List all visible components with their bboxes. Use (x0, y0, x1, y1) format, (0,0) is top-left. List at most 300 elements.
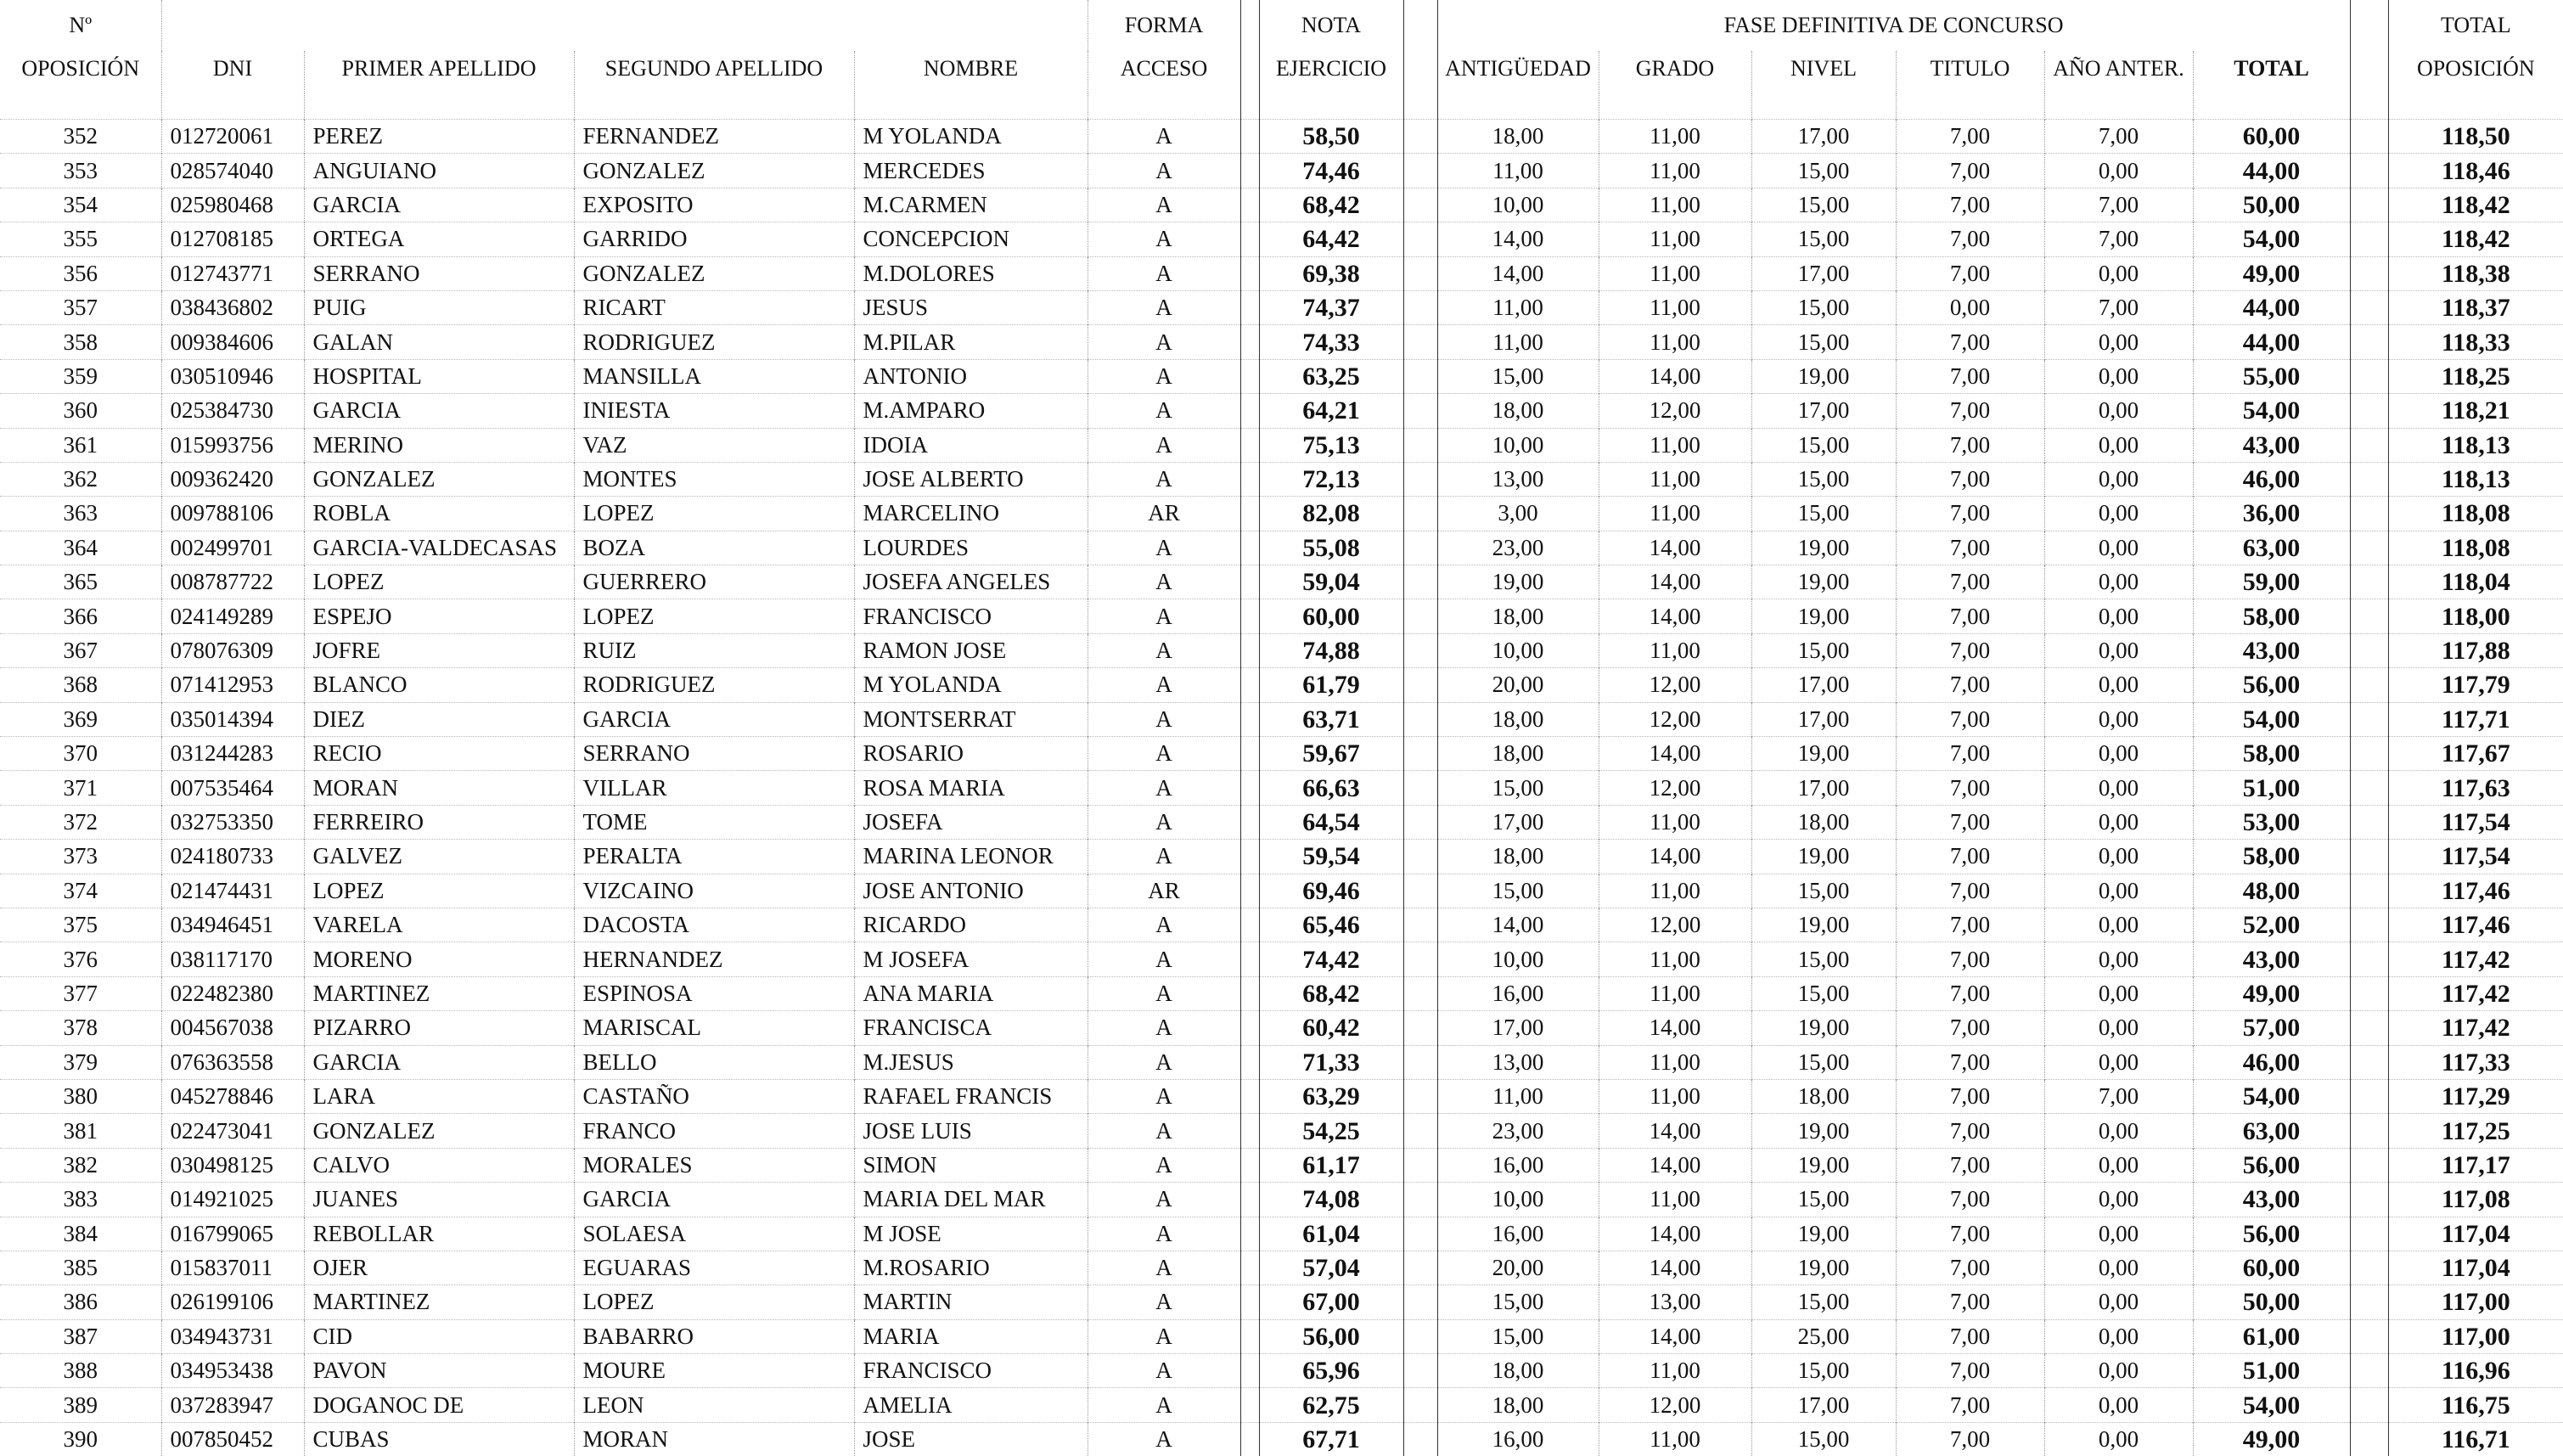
cell-nivel: 15,00 (1751, 1422, 1896, 1456)
cell-segundo-apellido: RUIZ (574, 633, 854, 667)
cell-dni: 007850452 (161, 1422, 304, 1456)
cell-forma-acceso: A (1088, 1388, 1240, 1422)
cell-nombre: MONTSERRAT (854, 702, 1088, 736)
cell-grado: 11,00 (1599, 1183, 1751, 1217)
cell-total-concurso: 44,00 (2193, 325, 2350, 359)
cell-ano-anter: 0,00 (2044, 1148, 2193, 1182)
cell-antiguedad: 23,00 (1437, 531, 1599, 565)
cell-dni: 045278846 (161, 1079, 304, 1113)
cell-titulo: 7,00 (1896, 1011, 2044, 1045)
cell-dni: 008787722 (161, 565, 304, 599)
cell-titulo: 0,00 (1896, 290, 2044, 324)
cell-nota-ejercicio: 65,96 (1259, 1354, 1403, 1388)
cell-nota-ejercicio: 64,21 (1259, 394, 1403, 428)
cell-total-oposicion: 117,79 (2388, 668, 2563, 702)
cell-primer-apellido: PEREZ (304, 120, 574, 154)
cell-titulo: 7,00 (1896, 1217, 2044, 1251)
cell-titulo: 7,00 (1896, 599, 2044, 633)
cell-primer-apellido: GALAN (304, 325, 574, 359)
cell-forma-acceso: A (1088, 942, 1240, 976)
cell-segundo-apellido: VIZCAINO (574, 874, 854, 908)
cell-nombre: JOSEFA ANGELES (854, 565, 1088, 599)
cell-total-concurso: 50,00 (2193, 188, 2350, 222)
cell-total-concurso: 58,00 (2193, 599, 2350, 633)
cell-nivel: 15,00 (1751, 428, 1896, 462)
cell-grado: 11,00 (1599, 942, 1751, 976)
cell-dni: 009788106 (161, 497, 304, 531)
cell-nombre: M.ROSARIO (854, 1251, 1088, 1285)
cell-forma-acceso: A (1088, 633, 1240, 667)
cell-nota-ejercicio: 61,04 (1259, 1217, 1403, 1251)
cell-num: 385 (0, 1251, 161, 1285)
cell-total-concurso: 54,00 (2193, 1388, 2350, 1422)
cell-nota-ejercicio: 69,38 (1259, 256, 1403, 290)
cell-segundo-apellido: MORALES (574, 1148, 854, 1182)
cell-total-oposicion: 118,21 (2388, 394, 2563, 428)
cell-nivel: 19,00 (1751, 531, 1896, 565)
cell-num: 376 (0, 942, 161, 976)
cell-total-concurso: 48,00 (2193, 874, 2350, 908)
cell-total-concurso: 58,00 (2193, 737, 2350, 771)
cell-forma-acceso: A (1088, 599, 1240, 633)
cell-nota-ejercicio: 62,75 (1259, 1388, 1403, 1422)
cell-nota-ejercicio: 74,88 (1259, 633, 1403, 667)
cell-ano-anter: 0,00 (2044, 565, 2193, 599)
cell-primer-apellido: MORAN (304, 771, 574, 805)
cell-ano-anter: 0,00 (2044, 1422, 2193, 1456)
cell-primer-apellido: GARCIA (304, 394, 574, 428)
cell-total-oposicion: 118,46 (2388, 154, 2563, 188)
cell-total-concurso: 50,00 (2193, 1285, 2350, 1319)
cell-nota-ejercicio: 59,54 (1259, 840, 1403, 874)
cell-nivel: 15,00 (1751, 1183, 1896, 1217)
cell-segundo-apellido: INIESTA (574, 394, 854, 428)
cell-num: 382 (0, 1148, 161, 1182)
cell-forma-acceso: A (1088, 1183, 1240, 1217)
cell-grado: 14,00 (1599, 840, 1751, 874)
cell-forma-acceso: A (1088, 1285, 1240, 1319)
cell-titulo: 7,00 (1896, 668, 2044, 702)
cell-titulo: 7,00 (1896, 359, 2044, 393)
cell-titulo: 7,00 (1896, 120, 2044, 154)
cell-num: 379 (0, 1045, 161, 1079)
cell-grado: 12,00 (1599, 394, 1751, 428)
cell-segundo-apellido: GARCIA (574, 702, 854, 736)
cell-segundo-apellido: VILLAR (574, 771, 854, 805)
table-row (0, 1148, 2563, 1182)
cell-primer-apellido: LARA (304, 1079, 574, 1113)
cell-grado: 12,00 (1599, 702, 1751, 736)
cell-ano-anter: 0,00 (2044, 737, 2193, 771)
cell-num: 365 (0, 565, 161, 599)
cell-titulo: 7,00 (1896, 702, 2044, 736)
cell-num: 375 (0, 908, 161, 942)
cell-total-oposicion: 117,17 (2388, 1148, 2563, 1182)
cell-titulo: 7,00 (1896, 1148, 2044, 1182)
cell-antiguedad: 15,00 (1437, 874, 1599, 908)
cell-nivel: 18,00 (1751, 1079, 1896, 1113)
cell-nombre: JESUS (854, 290, 1088, 324)
cell-segundo-apellido: FERNANDEZ (574, 120, 854, 154)
cell-num: 360 (0, 394, 161, 428)
cell-titulo: 7,00 (1896, 154, 2044, 188)
cell-forma-acceso: AR (1088, 874, 1240, 908)
cell-primer-apellido: CUBAS (304, 1422, 574, 1456)
cell-ano-anter: 0,00 (2044, 805, 2193, 839)
cell-grado: 12,00 (1599, 1388, 1751, 1422)
cell-primer-apellido: LOPEZ (304, 565, 574, 599)
cell-primer-apellido: BLANCO (304, 668, 574, 702)
cell-antiguedad: 11,00 (1437, 1079, 1599, 1113)
cell-segundo-apellido: MARISCAL (574, 1011, 854, 1045)
cell-forma-acceso: A (1088, 256, 1240, 290)
cell-dni: 035014394 (161, 702, 304, 736)
cell-grado: 11,00 (1599, 497, 1751, 531)
cell-primer-apellido: JOFRE (304, 633, 574, 667)
cell-nota-ejercicio: 59,04 (1259, 565, 1403, 599)
cell-ano-anter: 0,00 (2044, 1354, 2193, 1388)
cell-nombre: FRANCISCO (854, 599, 1088, 633)
cell-total-oposicion: 118,08 (2388, 531, 2563, 565)
table-row (0, 256, 2563, 290)
cell-antiguedad: 15,00 (1437, 1319, 1599, 1353)
cell-nota-ejercicio: 74,37 (1259, 290, 1403, 324)
cell-total-oposicion: 117,42 (2388, 942, 2563, 976)
cell-segundo-apellido: HERNANDEZ (574, 942, 854, 976)
table-row (0, 325, 2563, 359)
cell-segundo-apellido: FRANCO (574, 1114, 854, 1148)
cell-ano-anter: 0,00 (2044, 840, 2193, 874)
cell-nota-ejercicio: 56,00 (1259, 1319, 1403, 1353)
cell-ano-anter: 0,00 (2044, 1114, 2193, 1148)
cell-dni: 025384730 (161, 394, 304, 428)
cell-total-concurso: 43,00 (2193, 633, 2350, 667)
cell-nombre: RAFAEL FRANCIS (854, 1079, 1088, 1113)
cell-num: 387 (0, 1319, 161, 1353)
cell-antiguedad: 17,00 (1437, 805, 1599, 839)
cell-forma-acceso: A (1088, 1354, 1240, 1388)
header-fase: FASE DEFINITIVA DE CONCURSO (1437, 0, 2350, 51)
cell-total-oposicion: 118,25 (2388, 359, 2563, 393)
cell-nombre: FRANCISCA (854, 1011, 1088, 1045)
cell-nota-ejercicio: 64,42 (1259, 222, 1403, 256)
cell-antiguedad: 20,00 (1437, 668, 1599, 702)
cell-total-concurso: 63,00 (2193, 1114, 2350, 1148)
cell-total-concurso: 51,00 (2193, 771, 2350, 805)
cell-ano-anter: 7,00 (2044, 1079, 2193, 1113)
cell-forma-acceso: A (1088, 1319, 1240, 1353)
cell-primer-apellido: PIZARRO (304, 1011, 574, 1045)
cell-total-oposicion: 116,96 (2388, 1354, 2563, 1388)
cell-total-concurso: 43,00 (2193, 942, 2350, 976)
cell-primer-apellido: CALVO (304, 1148, 574, 1182)
table-row (0, 1422, 2563, 1456)
cell-titulo: 7,00 (1896, 1388, 2044, 1422)
header-forma-bottom: ACCESO (1088, 51, 1240, 93)
cell-total-concurso: 49,00 (2193, 1422, 2350, 1456)
cell-primer-apellido: MARTINEZ (304, 976, 574, 1010)
table-row (0, 1354, 2563, 1388)
cell-nota-ejercicio: 82,08 (1259, 497, 1403, 531)
cell-nombre: MERCEDES (854, 154, 1088, 188)
cell-nivel: 19,00 (1751, 737, 1896, 771)
cell-total-concurso: 60,00 (2193, 1251, 2350, 1285)
cell-forma-acceso: A (1088, 771, 1240, 805)
header-num-bottom: OPOSICIÓN (0, 51, 161, 93)
cell-num: 390 (0, 1422, 161, 1456)
cell-num: 357 (0, 290, 161, 324)
cell-total-concurso: 60,00 (2193, 120, 2350, 154)
cell-total-oposicion: 117,46 (2388, 908, 2563, 942)
cell-grado: 11,00 (1599, 188, 1751, 222)
cell-segundo-apellido: SERRANO (574, 737, 854, 771)
cell-primer-apellido: FERREIRO (304, 805, 574, 839)
cell-forma-acceso: A (1088, 462, 1240, 496)
table-row (0, 222, 2563, 256)
cell-num: 362 (0, 462, 161, 496)
cell-grado: 14,00 (1599, 1114, 1751, 1148)
cell-segundo-apellido: BOZA (574, 531, 854, 565)
cell-antiguedad: 18,00 (1437, 1388, 1599, 1422)
cell-forma-acceso: A (1088, 737, 1240, 771)
table-row (0, 531, 2563, 565)
cell-ano-anter: 0,00 (2044, 154, 2193, 188)
cell-nota-ejercicio: 55,08 (1259, 531, 1403, 565)
cell-nivel: 17,00 (1751, 256, 1896, 290)
cell-total-concurso: 46,00 (2193, 462, 2350, 496)
cell-titulo: 7,00 (1896, 222, 2044, 256)
header-nivel: NIVEL (1751, 51, 1896, 93)
cell-forma-acceso: A (1088, 1148, 1240, 1182)
cell-ano-anter: 0,00 (2044, 462, 2193, 496)
cell-grado: 14,00 (1599, 565, 1751, 599)
table-row (0, 771, 2563, 805)
cell-total-concurso: 44,00 (2193, 154, 2350, 188)
cell-segundo-apellido: CASTAÑO (574, 1079, 854, 1113)
cell-nivel: 15,00 (1751, 942, 1896, 976)
cell-titulo: 7,00 (1896, 1079, 2044, 1113)
cell-total-oposicion: 118,08 (2388, 497, 2563, 531)
cell-nivel: 19,00 (1751, 565, 1896, 599)
cell-nivel: 15,00 (1751, 976, 1896, 1010)
cell-antiguedad: 18,00 (1437, 840, 1599, 874)
cell-antiguedad: 16,00 (1437, 1422, 1599, 1456)
cell-antiguedad: 10,00 (1437, 942, 1599, 976)
table-row (0, 188, 2563, 222)
cell-primer-apellido: PUIG (304, 290, 574, 324)
table-row (0, 702, 2563, 736)
cell-forma-acceso: A (1088, 1114, 1240, 1148)
cell-num: 368 (0, 668, 161, 702)
cell-nombre: M JOSE (854, 1217, 1088, 1251)
cell-nombre: SIMON (854, 1148, 1088, 1182)
cell-segundo-apellido: RICART (574, 290, 854, 324)
cell-total-oposicion: 118,50 (2388, 120, 2563, 154)
cell-grado: 14,00 (1599, 359, 1751, 393)
cell-nombre: RICARDO (854, 908, 1088, 942)
cell-forma-acceso: A (1088, 359, 1240, 393)
table-row (0, 565, 2563, 599)
cell-num: 361 (0, 428, 161, 462)
cell-total-oposicion: 116,75 (2388, 1388, 2563, 1422)
cell-antiguedad: 16,00 (1437, 976, 1599, 1010)
cell-dni: 016799065 (161, 1217, 304, 1251)
cell-total-oposicion: 116,71 (2388, 1422, 2563, 1456)
cell-grado: 12,00 (1599, 771, 1751, 805)
table-row (0, 394, 2563, 428)
cell-primer-apellido: ROBLA (304, 497, 574, 531)
cell-nivel: 19,00 (1751, 1148, 1896, 1182)
cell-forma-acceso: A (1088, 120, 1240, 154)
cell-primer-apellido: PAVON (304, 1354, 574, 1388)
cell-total-concurso: 52,00 (2193, 908, 2350, 942)
cell-total-oposicion: 117,33 (2388, 1045, 2563, 1079)
cell-grado: 11,00 (1599, 874, 1751, 908)
cell-nombre: MARTIN (854, 1285, 1088, 1319)
cell-grado: 11,00 (1599, 256, 1751, 290)
table-row (0, 633, 2563, 667)
cell-nombre: MARIA (854, 1319, 1088, 1353)
cell-titulo: 7,00 (1896, 1422, 2044, 1456)
cell-grado: 11,00 (1599, 222, 1751, 256)
cell-titulo: 7,00 (1896, 633, 2044, 667)
cell-antiguedad: 23,00 (1437, 1114, 1599, 1148)
cell-total-concurso: 54,00 (2193, 222, 2350, 256)
cell-grado: 11,00 (1599, 325, 1751, 359)
cell-total-oposicion: 117,04 (2388, 1217, 2563, 1251)
cell-dni: 076363558 (161, 1045, 304, 1079)
cell-segundo-apellido: GONZALEZ (574, 256, 854, 290)
cell-nivel: 19,00 (1751, 359, 1896, 393)
cell-nota-ejercicio: 75,13 (1259, 428, 1403, 462)
cell-total-oposicion: 117,08 (2388, 1183, 2563, 1217)
cell-segundo-apellido: MONTES (574, 462, 854, 496)
cell-total-concurso: 61,00 (2193, 1319, 2350, 1353)
cell-titulo: 7,00 (1896, 1285, 2044, 1319)
cell-nombre: M YOLANDA (854, 668, 1088, 702)
cell-nota-ejercicio: 74,42 (1259, 942, 1403, 976)
cell-ano-anter: 0,00 (2044, 771, 2193, 805)
cell-nivel: 15,00 (1751, 1045, 1896, 1079)
cell-segundo-apellido: DACOSTA (574, 908, 854, 942)
cell-antiguedad: 14,00 (1437, 222, 1599, 256)
cell-num: 372 (0, 805, 161, 839)
cell-forma-acceso: A (1088, 531, 1240, 565)
cell-total-concurso: 51,00 (2193, 1354, 2350, 1388)
cell-grado: 12,00 (1599, 908, 1751, 942)
cell-num: 354 (0, 188, 161, 222)
cell-num: 353 (0, 154, 161, 188)
cell-nivel: 17,00 (1751, 120, 1896, 154)
cell-segundo-apellido: TOME (574, 805, 854, 839)
cell-segundo-apellido: SOLAESA (574, 1217, 854, 1251)
cell-antiguedad: 15,00 (1437, 771, 1599, 805)
cell-dni: 007535464 (161, 771, 304, 805)
cell-num: 363 (0, 497, 161, 531)
cell-titulo: 7,00 (1896, 1114, 2044, 1148)
cell-primer-apellido: MARTINEZ (304, 1285, 574, 1319)
cell-ano-anter: 0,00 (2044, 359, 2193, 393)
cell-num: 386 (0, 1285, 161, 1319)
cell-titulo: 7,00 (1896, 394, 2044, 428)
cell-nivel: 17,00 (1751, 771, 1896, 805)
header-total-concurso: TOTAL (2193, 51, 2350, 93)
cell-segundo-apellido: LEON (574, 1388, 854, 1422)
table-row (0, 1183, 2563, 1217)
cell-total-oposicion: 118,13 (2388, 428, 2563, 462)
cell-total-concurso: 44,00 (2193, 290, 2350, 324)
cell-nota-ejercicio: 66,63 (1259, 771, 1403, 805)
cell-forma-acceso: A (1088, 805, 1240, 839)
cell-antiguedad: 18,00 (1437, 737, 1599, 771)
cell-segundo-apellido: ESPINOSA (574, 976, 854, 1010)
table-row (0, 1045, 2563, 1079)
cell-primer-apellido: RECIO (304, 737, 574, 771)
cell-total-oposicion: 117,42 (2388, 976, 2563, 1010)
cell-antiguedad: 10,00 (1437, 188, 1599, 222)
cell-dni: 024180733 (161, 840, 304, 874)
cell-nivel: 15,00 (1751, 188, 1896, 222)
header-nombre: NOMBRE (854, 51, 1088, 93)
header-nota-bottom: EJERCICIO (1259, 51, 1403, 93)
cell-nivel: 19,00 (1751, 1251, 1896, 1285)
cell-total-concurso: 36,00 (2193, 497, 2350, 531)
table-row (0, 290, 2563, 324)
cell-nota-ejercicio: 74,08 (1259, 1183, 1403, 1217)
cell-ano-anter: 0,00 (2044, 531, 2193, 565)
cell-primer-apellido: CID (304, 1319, 574, 1353)
header-titulo: TITULO (1896, 51, 2044, 93)
cell-num: 374 (0, 874, 161, 908)
cell-forma-acceso: A (1088, 1079, 1240, 1113)
cell-primer-apellido: GARCIA (304, 1045, 574, 1079)
cell-primer-apellido: HOSPITAL (304, 359, 574, 393)
cell-dni: 034943731 (161, 1319, 304, 1353)
cell-nota-ejercicio: 57,04 (1259, 1251, 1403, 1285)
cell-num: 370 (0, 737, 161, 771)
cell-antiguedad: 15,00 (1437, 1285, 1599, 1319)
cell-nombre: ROSA MARIA (854, 771, 1088, 805)
cell-nombre: JOSE (854, 1422, 1088, 1456)
cell-total-concurso: 63,00 (2193, 531, 2350, 565)
cell-total-concurso: 43,00 (2193, 428, 2350, 462)
cell-forma-acceso: A (1088, 1011, 1240, 1045)
header-nota-top: NOTA (1259, 0, 1403, 51)
cell-nombre: LOURDES (854, 531, 1088, 565)
cell-num: 366 (0, 599, 161, 633)
cell-segundo-apellido: EGUARAS (574, 1251, 854, 1285)
cell-forma-acceso: A (1088, 188, 1240, 222)
table-row (0, 154, 2563, 188)
cell-primer-apellido: MORENO (304, 942, 574, 976)
cell-antiguedad: 15,00 (1437, 359, 1599, 393)
cell-grado: 13,00 (1599, 1285, 1751, 1319)
cell-total-concurso: 43,00 (2193, 1183, 2350, 1217)
cell-nombre: MARIA DEL MAR (854, 1183, 1088, 1217)
cell-num: 381 (0, 1114, 161, 1148)
cell-dni: 024149289 (161, 599, 304, 633)
cell-nota-ejercicio: 64,54 (1259, 805, 1403, 839)
cell-nota-ejercicio: 63,25 (1259, 359, 1403, 393)
cell-ano-anter: 7,00 (2044, 188, 2193, 222)
cell-nombre: FRANCISCO (854, 1354, 1088, 1388)
cell-segundo-apellido: LOPEZ (574, 599, 854, 633)
cell-dni: 012708185 (161, 222, 304, 256)
cell-antiguedad: 13,00 (1437, 462, 1599, 496)
cell-num: 388 (0, 1354, 161, 1388)
cell-nota-ejercicio: 68,42 (1259, 976, 1403, 1010)
cell-titulo: 7,00 (1896, 256, 2044, 290)
